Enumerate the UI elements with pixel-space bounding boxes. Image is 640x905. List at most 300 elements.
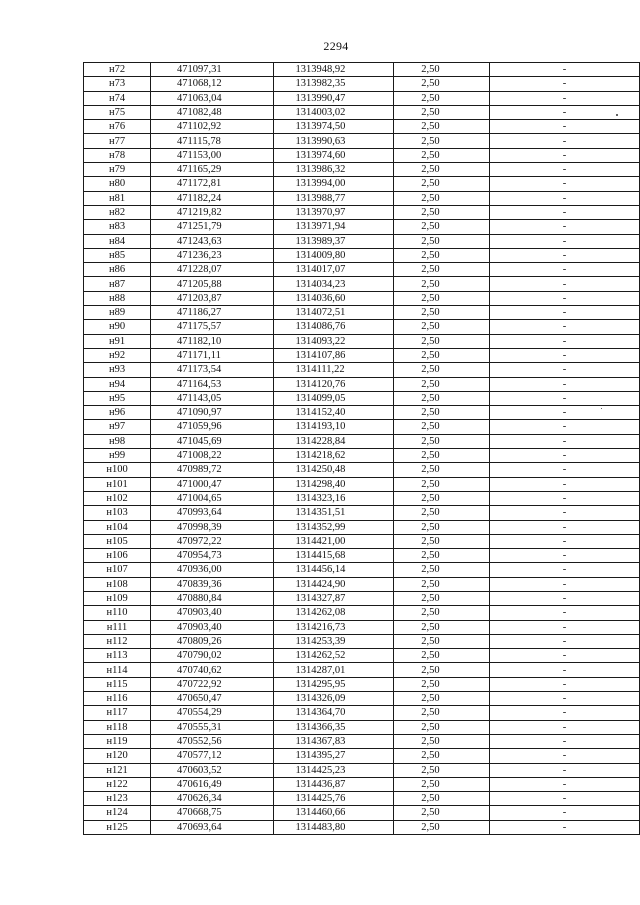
error-value-cell: 2,50 (394, 177, 490, 191)
note-cell: - (489, 348, 639, 362)
note-cell: - (489, 463, 639, 477)
note-cell: - (489, 263, 639, 277)
note-cell: - (489, 306, 639, 320)
y-coordinate-cell: 1314436,87 (273, 777, 394, 791)
note-cell: - (489, 720, 639, 734)
note-cell: - (489, 591, 639, 605)
error-value-cell: 2,50 (394, 120, 490, 134)
x-coordinate-cell: 470790,02 (151, 649, 273, 663)
y-coordinate-cell: 1314352,99 (273, 520, 394, 534)
x-coordinate-cell: 471219,82 (151, 205, 273, 219)
page-number: 2294 (323, 39, 349, 53)
y-coordinate-cell: 1313990,47 (273, 91, 394, 105)
error-value-cell: 2,50 (394, 663, 490, 677)
x-coordinate-cell: 470722,92 (151, 677, 273, 691)
note-cell: - (489, 434, 639, 448)
x-coordinate-cell: 471172,81 (151, 177, 273, 191)
point-id-cell: н89 (84, 306, 151, 320)
x-coordinate-cell: 471082,48 (151, 105, 273, 119)
x-coordinate-cell: 470989,72 (151, 463, 273, 477)
y-coordinate-cell: 1313948,92 (273, 63, 394, 77)
y-coordinate-cell: 1314323,16 (273, 491, 394, 505)
error-value-cell: 2,50 (394, 706, 490, 720)
point-id-cell: н82 (84, 205, 151, 219)
error-value-cell: 2,50 (394, 634, 490, 648)
table-row (84, 363, 640, 377)
note-cell: - (489, 406, 639, 420)
y-coordinate-cell: 1314364,70 (273, 706, 394, 720)
point-id-cell: н114 (84, 663, 151, 677)
error-value-cell: 2,50 (394, 591, 490, 605)
x-coordinate-cell: 471068,12 (151, 77, 273, 91)
point-id-cell: н84 (84, 234, 151, 248)
table-row (84, 820, 640, 834)
point-id-cell: н110 (84, 606, 151, 620)
table-row (84, 677, 640, 691)
error-value-cell: 2,50 (394, 148, 490, 162)
error-value-cell: 2,50 (394, 77, 490, 91)
y-coordinate-cell: 1314093,22 (273, 334, 394, 348)
table-row (84, 377, 640, 391)
point-id-cell: н109 (84, 591, 151, 605)
point-id-cell: н118 (84, 720, 151, 734)
x-coordinate-cell: 470903,40 (151, 606, 273, 620)
error-value-cell: 2,50 (394, 820, 490, 834)
note-cell: - (489, 320, 639, 334)
x-coordinate-cell: 471182,24 (151, 191, 273, 205)
point-id-cell: н115 (84, 677, 151, 691)
error-value-cell: 2,50 (394, 534, 490, 548)
table-row (84, 148, 640, 162)
x-coordinate-cell: 471175,57 (151, 320, 273, 334)
x-coordinate-cell: 470903,40 (151, 620, 273, 634)
table-row (84, 663, 640, 677)
note-cell: - (489, 549, 639, 563)
error-value-cell: 2,50 (394, 734, 490, 748)
x-coordinate-cell: 471165,29 (151, 163, 273, 177)
point-id-cell: н85 (84, 248, 151, 262)
point-id-cell: н116 (84, 692, 151, 706)
note-cell: - (489, 420, 639, 434)
y-coordinate-cell: 1314326,09 (273, 692, 394, 706)
y-coordinate-cell: 1314120,76 (273, 377, 394, 391)
x-coordinate-cell: 471045,69 (151, 434, 273, 448)
error-value-cell: 2,50 (394, 606, 490, 620)
error-value-cell: 2,50 (394, 191, 490, 205)
point-id-cell: н72 (84, 63, 151, 77)
y-coordinate-cell: 1314425,23 (273, 763, 394, 777)
x-coordinate-cell: 470616,49 (151, 777, 273, 791)
point-id-cell: н77 (84, 134, 151, 148)
table-row (84, 306, 640, 320)
x-coordinate-cell: 471063,04 (151, 91, 273, 105)
y-coordinate-cell: 1314460,66 (273, 806, 394, 820)
y-coordinate-cell: 1314415,68 (273, 549, 394, 563)
note-cell: - (489, 577, 639, 591)
error-value-cell: 2,50 (394, 220, 490, 234)
table-row (84, 391, 640, 405)
table-row (84, 177, 640, 191)
table-row (84, 692, 640, 706)
error-value-cell: 2,50 (394, 306, 490, 320)
note-cell: - (489, 363, 639, 377)
x-coordinate-cell: 471097,31 (151, 63, 273, 77)
error-value-cell: 2,50 (394, 134, 490, 148)
y-coordinate-cell: 1314287,01 (273, 663, 394, 677)
y-coordinate-cell: 1314034,23 (273, 277, 394, 291)
note-cell: - (489, 677, 639, 691)
table-row (84, 120, 640, 134)
x-coordinate-cell: 471251,79 (151, 220, 273, 234)
table-row (84, 706, 640, 720)
table-row (84, 806, 640, 820)
point-id-cell: н112 (84, 634, 151, 648)
table-row (84, 406, 640, 420)
x-coordinate-cell: 470626,34 (151, 792, 273, 806)
error-value-cell: 2,50 (394, 248, 490, 262)
table-row (84, 420, 640, 434)
y-coordinate-cell: 1314009,80 (273, 248, 394, 262)
error-value-cell: 2,50 (394, 449, 490, 463)
point-id-cell: н95 (84, 391, 151, 405)
table-row (84, 334, 640, 348)
error-value-cell: 2,50 (394, 363, 490, 377)
note-cell: - (489, 191, 639, 205)
y-coordinate-cell: 1314250,48 (273, 463, 394, 477)
table-row (84, 205, 640, 219)
table-row (84, 792, 640, 806)
table-row (84, 477, 640, 491)
point-id-cell: н83 (84, 220, 151, 234)
y-coordinate-cell: 1313989,37 (273, 234, 394, 248)
x-coordinate-cell: 470650,47 (151, 692, 273, 706)
error-value-cell: 2,50 (394, 577, 490, 591)
x-coordinate-cell: 471090,97 (151, 406, 273, 420)
x-coordinate-cell: 471153,00 (151, 148, 273, 162)
x-coordinate-cell: 470554,29 (151, 706, 273, 720)
table-row (84, 563, 640, 577)
y-coordinate-cell: 1314424,90 (273, 577, 394, 591)
x-coordinate-cell: 470693,64 (151, 820, 273, 834)
point-id-cell: н123 (84, 792, 151, 806)
point-id-cell: н75 (84, 105, 151, 119)
point-id-cell: н80 (84, 177, 151, 191)
table-row (84, 434, 640, 448)
y-coordinate-cell: 1314253,39 (273, 634, 394, 648)
point-id-cell: н100 (84, 463, 151, 477)
note-cell: - (489, 277, 639, 291)
x-coordinate-cell: 471243,63 (151, 234, 273, 248)
error-value-cell: 2,50 (394, 277, 490, 291)
scan-speck (601, 408, 602, 409)
error-value-cell: 2,50 (394, 720, 490, 734)
x-coordinate-cell: 471171,11 (151, 348, 273, 362)
error-value-cell: 2,50 (394, 692, 490, 706)
x-coordinate-cell: 471000,47 (151, 477, 273, 491)
table-row (84, 291, 640, 305)
x-coordinate-cell: 471186,27 (151, 306, 273, 320)
y-coordinate-cell: 1313974,50 (273, 120, 394, 134)
y-coordinate-cell: 1313988,77 (273, 191, 394, 205)
x-coordinate-cell: 470993,64 (151, 506, 273, 520)
error-value-cell: 2,50 (394, 649, 490, 663)
y-coordinate-cell: 1314216,73 (273, 620, 394, 634)
table-row (84, 734, 640, 748)
note-cell: - (489, 606, 639, 620)
point-id-cell: н79 (84, 163, 151, 177)
error-value-cell: 2,50 (394, 63, 490, 77)
point-id-cell: н107 (84, 563, 151, 577)
y-coordinate-cell: 1314295,95 (273, 677, 394, 691)
note-cell: - (489, 692, 639, 706)
x-coordinate-cell: 470668,75 (151, 806, 273, 820)
point-id-cell: н98 (84, 434, 151, 448)
error-value-cell: 2,50 (394, 463, 490, 477)
note-cell: - (489, 234, 639, 248)
error-value-cell: 2,50 (394, 420, 490, 434)
point-id-cell: н74 (84, 91, 151, 105)
error-value-cell: 2,50 (394, 391, 490, 405)
table-row (84, 320, 640, 334)
note-cell: - (489, 649, 639, 663)
y-coordinate-cell: 1314003,02 (273, 105, 394, 119)
x-coordinate-cell: 471102,92 (151, 120, 273, 134)
point-id-cell: н91 (84, 334, 151, 348)
note-cell: - (489, 563, 639, 577)
error-value-cell: 2,50 (394, 406, 490, 420)
note-cell: - (489, 163, 639, 177)
y-coordinate-cell: 1314366,35 (273, 720, 394, 734)
point-id-cell: н122 (84, 777, 151, 791)
table-row (84, 463, 640, 477)
table-row (84, 91, 640, 105)
coordinates-table-body (84, 63, 640, 835)
note-cell: - (489, 391, 639, 405)
point-id-cell: н73 (84, 77, 151, 91)
note-cell: - (489, 148, 639, 162)
table-row (84, 263, 640, 277)
y-coordinate-cell: 1314483,80 (273, 820, 394, 834)
error-value-cell: 2,50 (394, 777, 490, 791)
x-coordinate-cell: 471182,10 (151, 334, 273, 348)
note-cell: - (489, 806, 639, 820)
table-row (84, 606, 640, 620)
table-row (84, 649, 640, 663)
y-coordinate-cell: 1314262,52 (273, 649, 394, 663)
y-coordinate-cell: 1314395,27 (273, 749, 394, 763)
y-coordinate-cell: 1314193,10 (273, 420, 394, 434)
point-id-cell: н99 (84, 449, 151, 463)
note-cell: - (489, 734, 639, 748)
y-coordinate-cell: 1314218,62 (273, 449, 394, 463)
error-value-cell: 2,50 (394, 806, 490, 820)
note-cell: - (489, 777, 639, 791)
x-coordinate-cell: 471205,88 (151, 277, 273, 291)
y-coordinate-cell: 1313986,32 (273, 163, 394, 177)
point-id-cell: н87 (84, 277, 151, 291)
error-value-cell: 2,50 (394, 520, 490, 534)
x-coordinate-cell: 470954,73 (151, 549, 273, 563)
x-coordinate-cell: 471236,23 (151, 248, 273, 262)
table-row (84, 277, 640, 291)
table-row (84, 220, 640, 234)
note-cell: - (489, 449, 639, 463)
y-coordinate-cell: 1313994,00 (273, 177, 394, 191)
x-coordinate-cell: 471203,87 (151, 291, 273, 305)
x-coordinate-cell: 471164,53 (151, 377, 273, 391)
note-cell: - (489, 706, 639, 720)
table-row (84, 163, 640, 177)
point-id-cell: н76 (84, 120, 151, 134)
error-value-cell: 2,50 (394, 491, 490, 505)
error-value-cell: 2,50 (394, 105, 490, 119)
x-coordinate-cell: 471173,54 (151, 363, 273, 377)
x-coordinate-cell: 470577,12 (151, 749, 273, 763)
error-value-cell: 2,50 (394, 205, 490, 219)
x-coordinate-cell: 471008,22 (151, 449, 273, 463)
note-cell: - (489, 120, 639, 134)
note-cell: - (489, 820, 639, 834)
point-id-cell: н78 (84, 148, 151, 162)
x-coordinate-cell: 471059,96 (151, 420, 273, 434)
table-row (84, 63, 640, 77)
coordinates-table (83, 62, 640, 835)
error-value-cell: 2,50 (394, 563, 490, 577)
point-id-cell: н101 (84, 477, 151, 491)
table-row (84, 620, 640, 634)
table-row (84, 520, 640, 534)
x-coordinate-cell: 470880,84 (151, 591, 273, 605)
table-row (84, 634, 640, 648)
error-value-cell: 2,50 (394, 163, 490, 177)
point-id-cell: н93 (84, 363, 151, 377)
table-row (84, 577, 640, 591)
x-coordinate-cell: 471004,65 (151, 491, 273, 505)
x-coordinate-cell: 471228,07 (151, 263, 273, 277)
note-cell: - (489, 506, 639, 520)
note-cell: - (489, 77, 639, 91)
y-coordinate-cell: 1314298,40 (273, 477, 394, 491)
error-value-cell: 2,50 (394, 677, 490, 691)
y-coordinate-cell: 1313982,35 (273, 77, 394, 91)
table-row (84, 77, 640, 91)
x-coordinate-cell: 470998,39 (151, 520, 273, 534)
note-cell: - (489, 220, 639, 234)
table-row (84, 348, 640, 362)
x-coordinate-cell: 470603,52 (151, 763, 273, 777)
y-coordinate-cell: 1314327,87 (273, 591, 394, 605)
table-row (84, 763, 640, 777)
y-coordinate-cell: 1313974,60 (273, 148, 394, 162)
note-cell: - (489, 620, 639, 634)
x-coordinate-cell: 470740,62 (151, 663, 273, 677)
note-cell: - (489, 663, 639, 677)
table-row (84, 534, 640, 548)
point-id-cell: н86 (84, 263, 151, 277)
table-row (84, 720, 640, 734)
point-id-cell: н104 (84, 520, 151, 534)
note-cell: - (489, 634, 639, 648)
note-cell: - (489, 792, 639, 806)
note-cell: - (489, 248, 639, 262)
note-cell: - (489, 763, 639, 777)
x-coordinate-cell: 470839,36 (151, 577, 273, 591)
error-value-cell: 2,50 (394, 377, 490, 391)
x-coordinate-cell: 471143,05 (151, 391, 273, 405)
note-cell: - (489, 491, 639, 505)
y-coordinate-cell: 1314072,51 (273, 306, 394, 320)
error-value-cell: 2,50 (394, 620, 490, 634)
note-cell: - (489, 334, 639, 348)
error-value-cell: 2,50 (394, 234, 490, 248)
table-row (84, 191, 640, 205)
point-id-cell: н119 (84, 734, 151, 748)
error-value-cell: 2,50 (394, 763, 490, 777)
point-id-cell: н105 (84, 534, 151, 548)
point-id-cell: н113 (84, 649, 151, 663)
scan-speck (616, 114, 618, 116)
y-coordinate-cell: 1314086,76 (273, 320, 394, 334)
table-row (84, 549, 640, 563)
point-id-cell: н125 (84, 820, 151, 834)
y-coordinate-cell: 1314111,22 (273, 363, 394, 377)
point-id-cell: н106 (84, 549, 151, 563)
note-cell: - (489, 291, 639, 305)
table-row (84, 248, 640, 262)
point-id-cell: н90 (84, 320, 151, 334)
note-cell: - (489, 477, 639, 491)
table-row (84, 777, 640, 791)
x-coordinate-cell: 470972,22 (151, 534, 273, 548)
x-coordinate-cell: 471115,78 (151, 134, 273, 148)
x-coordinate-cell: 470809,26 (151, 634, 273, 648)
point-id-cell: н120 (84, 749, 151, 763)
table-row (84, 506, 640, 520)
table-row (84, 105, 640, 119)
note-cell: - (489, 63, 639, 77)
error-value-cell: 2,50 (394, 434, 490, 448)
error-value-cell: 2,50 (394, 334, 490, 348)
error-value-cell: 2,50 (394, 749, 490, 763)
note-cell: - (489, 134, 639, 148)
note-cell: - (489, 520, 639, 534)
table-row (84, 749, 640, 763)
table-row (84, 234, 640, 248)
note-cell: - (489, 205, 639, 219)
error-value-cell: 2,50 (394, 506, 490, 520)
point-id-cell: н108 (84, 577, 151, 591)
y-coordinate-cell: 1314228,84 (273, 434, 394, 448)
error-value-cell: 2,50 (394, 348, 490, 362)
y-coordinate-cell: 1314262,08 (273, 606, 394, 620)
y-coordinate-cell: 1314421,00 (273, 534, 394, 548)
table-row (84, 134, 640, 148)
y-coordinate-cell: 1314036,60 (273, 291, 394, 305)
x-coordinate-cell: 470555,31 (151, 720, 273, 734)
error-value-cell: 2,50 (394, 549, 490, 563)
point-id-cell: н103 (84, 506, 151, 520)
error-value-cell: 2,50 (394, 263, 490, 277)
y-coordinate-cell: 1314107,86 (273, 348, 394, 362)
y-coordinate-cell: 1313990,63 (273, 134, 394, 148)
y-coordinate-cell: 1314152,40 (273, 406, 394, 420)
point-id-cell: н102 (84, 491, 151, 505)
y-coordinate-cell: 1313970,97 (273, 205, 394, 219)
point-id-cell: н96 (84, 406, 151, 420)
y-coordinate-cell: 1314017,07 (273, 263, 394, 277)
y-coordinate-cell: 1314099,05 (273, 391, 394, 405)
point-id-cell: н117 (84, 706, 151, 720)
